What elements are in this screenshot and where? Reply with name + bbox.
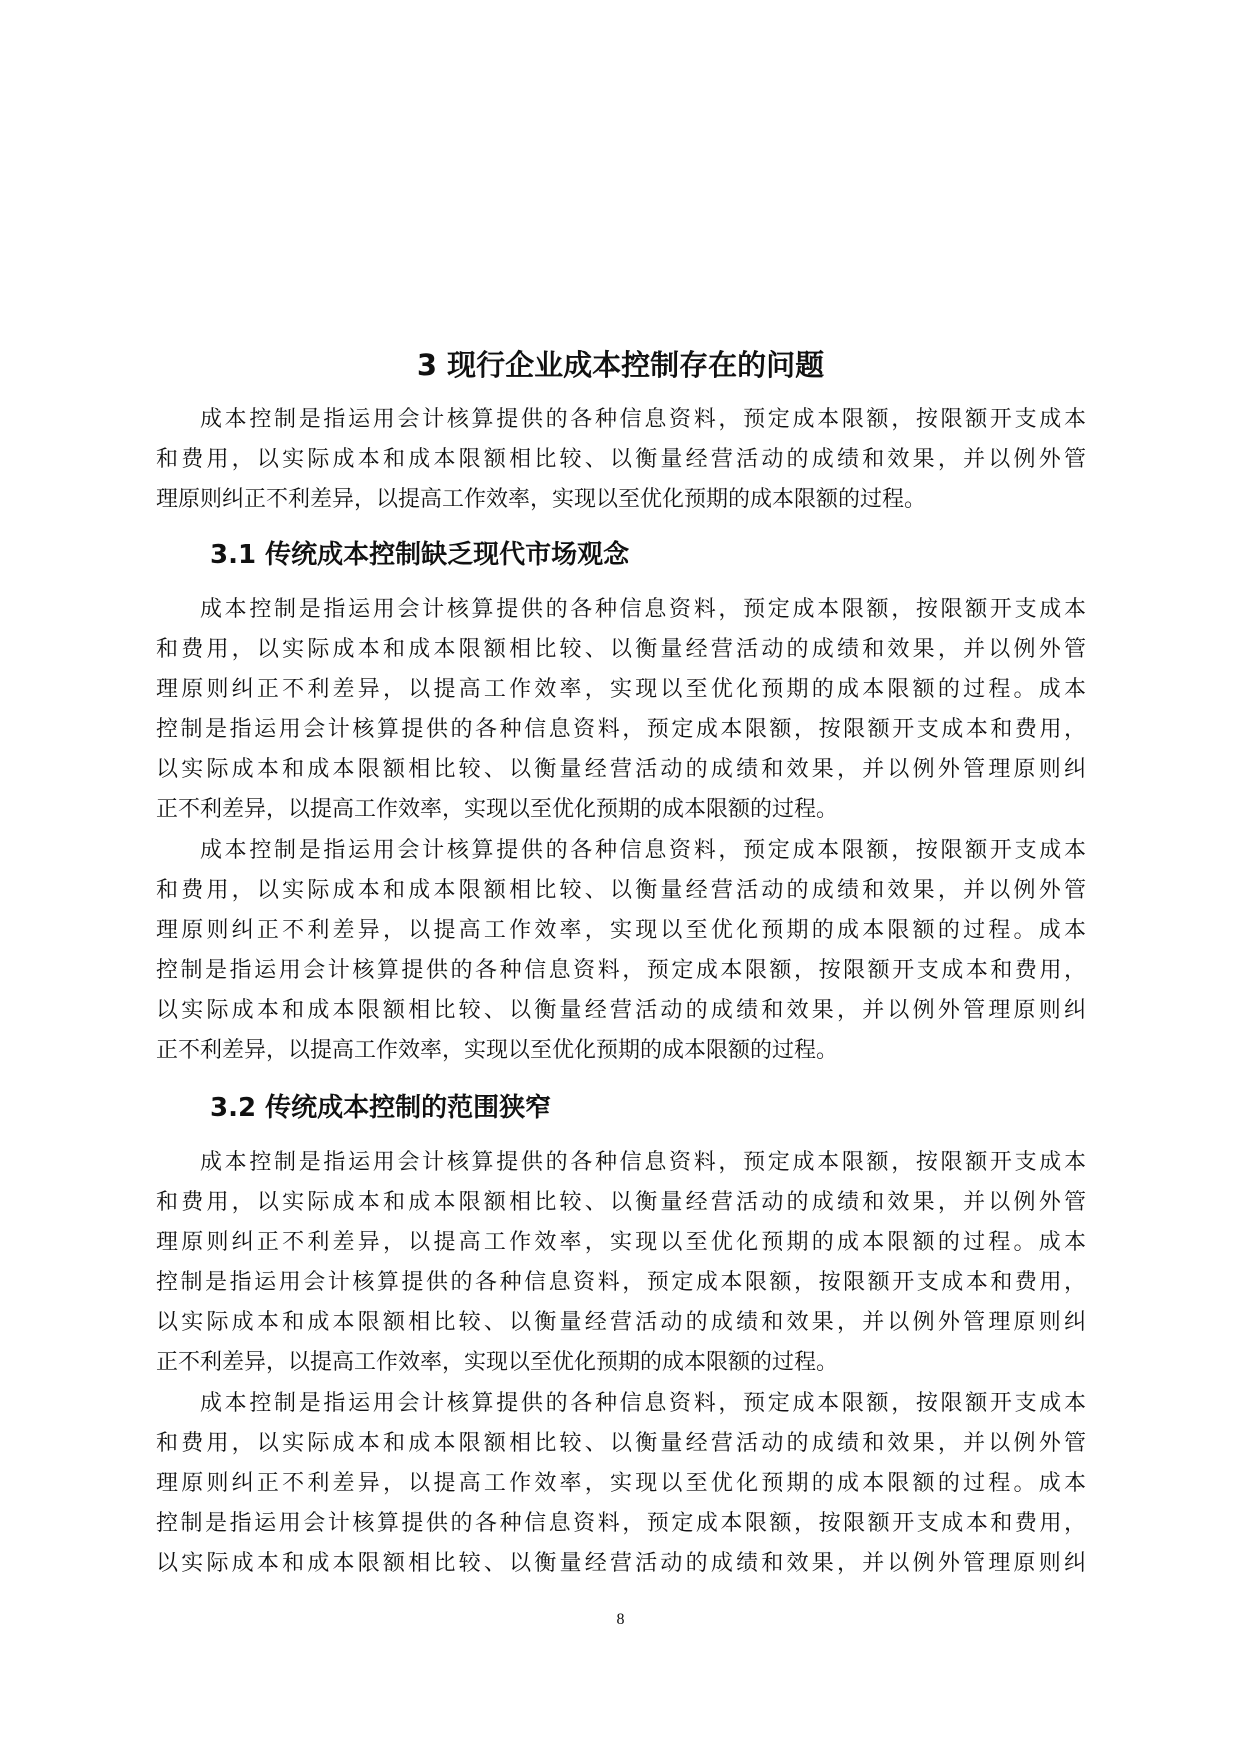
paragraph-line: 理原则纠正不利差异，以提高工作效率，实现以至优化预期的成本限额的过程。成本 — [156, 1230, 1086, 1255]
paragraph-line: 和费用，以实际成本和成本限额相比较、以衡量经营活动的成绩和效果，并以例外管 — [156, 878, 1086, 903]
paragraph-line: 理原则纠正不利差异，以提高工作效率，实现以至优化预期的成本限额的过程。 — [156, 487, 927, 512]
chapter-title: 3 现行企业成本控制存在的问题 — [416, 348, 825, 382]
paragraph-line: 正不利差异，以提高工作效率，实现以至优化预期的成本限额的过程。 — [156, 1350, 839, 1375]
paragraph-line: 控制是指运用会计核算提供的各种信息资料，预定成本限额，按限额开支成本和费用， — [156, 1511, 1086, 1536]
paragraph-line: 以实际成本和成本限额相比较、以衡量经营活动的成绩和效果，并以例外管理原则纠 — [156, 1551, 1086, 1576]
paragraph-line: 正不利差异，以提高工作效率，实现以至优化预期的成本限额的过程。 — [156, 797, 839, 822]
paragraph-line: 理原则纠正不利差异，以提高工作效率，实现以至优化预期的成本限额的过程。成本 — [156, 677, 1086, 702]
paragraph-line: 和费用，以实际成本和成本限额相比较、以衡量经营活动的成绩和效果，并以例外管 — [156, 1431, 1086, 1456]
paragraph-line: 和费用，以实际成本和成本限额相比较、以衡量经营活动的成绩和效果，并以例外管 — [156, 447, 1086, 472]
paragraph-line: 控制是指运用会计核算提供的各种信息资料，预定成本限额，按限额开支成本和费用， — [156, 717, 1086, 742]
page-number: 8 — [616, 1611, 625, 1628]
paragraph-line: 控制是指运用会计核算提供的各种信息资料，预定成本限额，按限额开支成本和费用， — [156, 1270, 1086, 1295]
paragraph-line: 成本控制是指运用会计核算提供的各种信息资料，预定成本限额，按限额开支成本 — [200, 597, 1086, 622]
paragraph-line: 理原则纠正不利差异，以提高工作效率，实现以至优化预期的成本限额的过程。成本 — [156, 1471, 1086, 1496]
paragraph-line: 以实际成本和成本限额相比较、以衡量经营活动的成绩和效果，并以例外管理原则纠 — [156, 757, 1086, 782]
paragraph-line: 以实际成本和成本限额相比较、以衡量经营活动的成绩和效果，并以例外管理原则纠 — [156, 998, 1086, 1023]
paragraph-line: 成本控制是指运用会计核算提供的各种信息资料，预定成本限额，按限额开支成本 — [200, 407, 1086, 432]
paragraph-line: 和费用，以实际成本和成本限额相比较、以衡量经营活动的成绩和效果，并以例外管 — [156, 1190, 1086, 1215]
paragraph-line: 和费用，以实际成本和成本限额相比较、以衡量经营活动的成绩和效果，并以例外管 — [156, 637, 1086, 662]
paragraph-line: 控制是指运用会计核算提供的各种信息资料，预定成本限额，按限额开支成本和费用， — [156, 958, 1086, 983]
paragraph-line: 正不利差异，以提高工作效率，实现以至优化预期的成本限额的过程。 — [156, 1038, 839, 1063]
section-title: 3.2 传统成本控制的范围狭窄 — [210, 1093, 552, 1123]
paragraph-line: 理原则纠正不利差异，以提高工作效率，实现以至优化预期的成本限额的过程。成本 — [156, 918, 1086, 943]
paragraph-line: 成本控制是指运用会计核算提供的各种信息资料，预定成本限额，按限额开支成本 — [200, 1391, 1086, 1416]
paragraph-line: 成本控制是指运用会计核算提供的各种信息资料，预定成本限额，按限额开支成本 — [200, 1150, 1086, 1175]
section-title: 3.1 传统成本控制缺乏现代市场观念 — [210, 540, 630, 570]
paragraph-line: 以实际成本和成本限额相比较、以衡量经营活动的成绩和效果，并以例外管理原则纠 — [156, 1310, 1086, 1335]
paragraph-line: 成本控制是指运用会计核算提供的各种信息资料，预定成本限额，按限额开支成本 — [200, 838, 1086, 863]
